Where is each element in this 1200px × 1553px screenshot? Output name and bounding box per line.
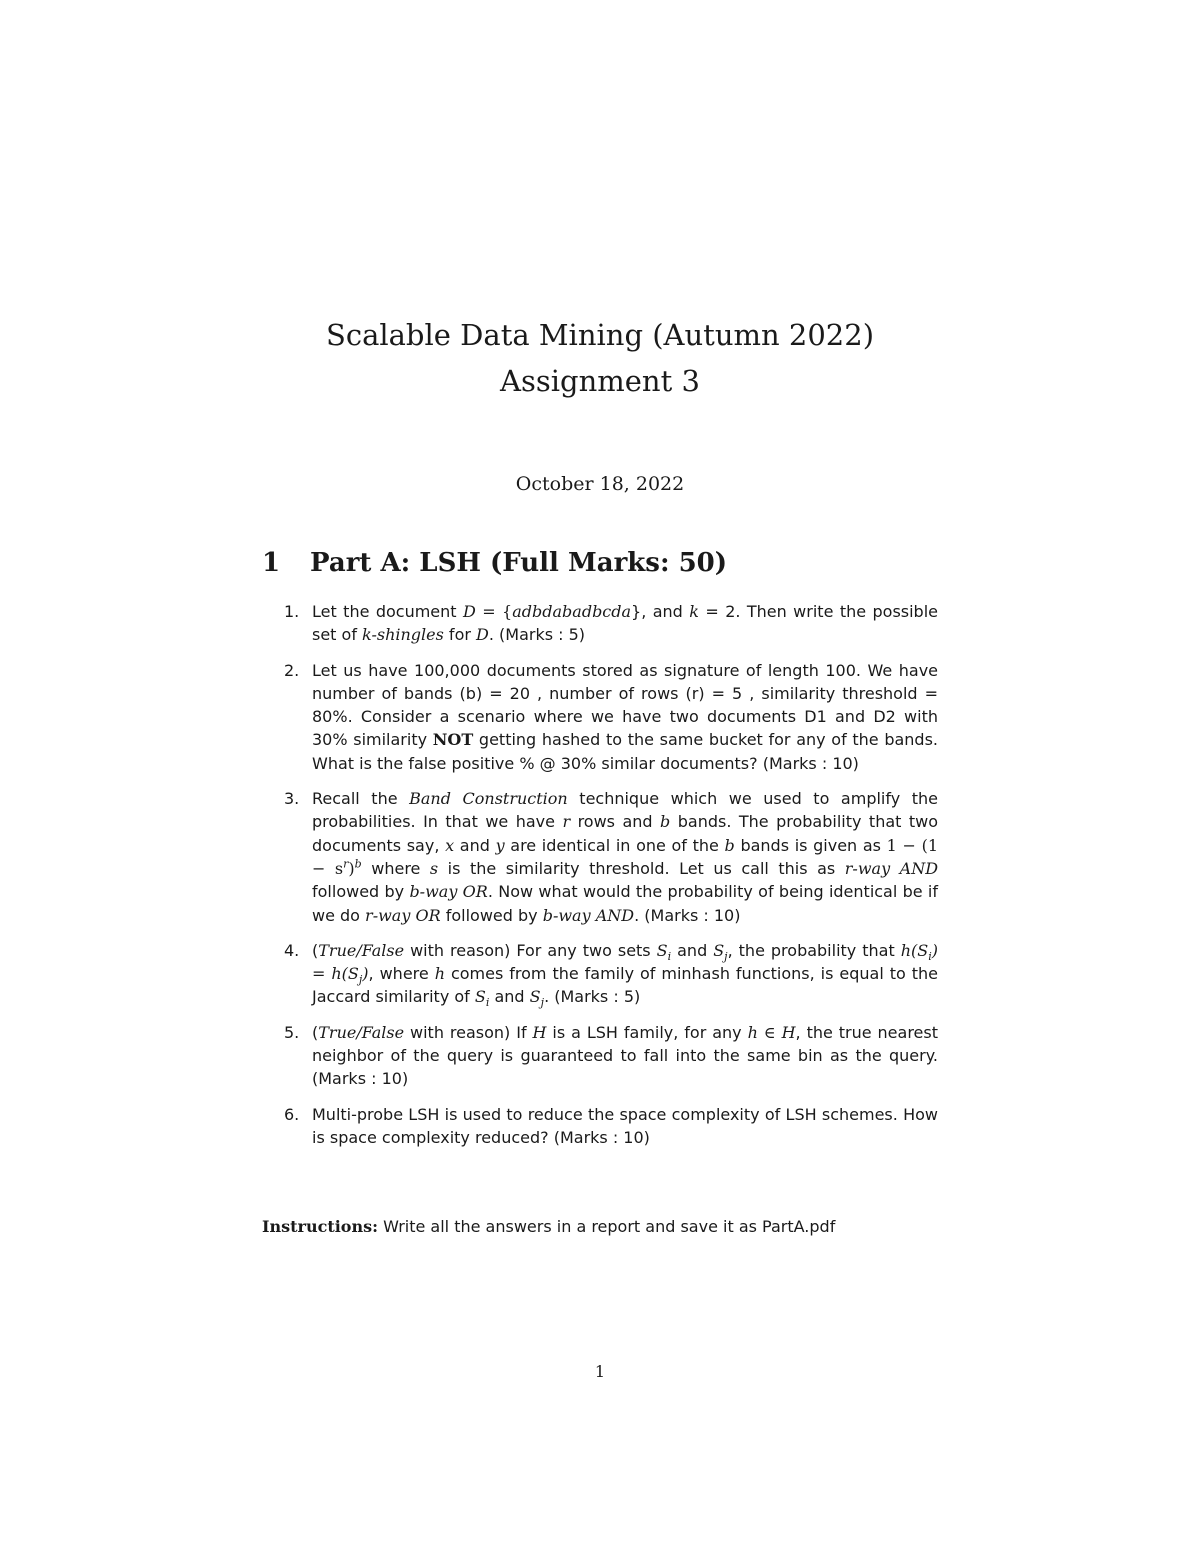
page-number: 1 — [594, 1362, 606, 1381]
document-title-block — [0, 312, 1200, 404]
question-text: bands. The probability that two documents say, — [312, 812, 939, 855]
document-date: October 18, 2022 — [515, 473, 685, 495]
question-text: }, and — [631, 602, 690, 621]
math-formula: h ∈ H — [747, 1022, 796, 1042]
section-number: 1 — [262, 548, 281, 578]
question-4 — [262, 939, 938, 1009]
question-text: comes from the family of minhash functions, is equal to the Jaccard similarity of — [312, 964, 938, 1007]
question-text: and — [489, 987, 530, 1007]
math-subscript: i — [667, 950, 672, 964]
section-heading — [262, 548, 727, 578]
question-3 — [262, 787, 938, 927]
document-subtitle: Assignment 3 — [500, 364, 700, 398]
italic-text: b-way OR — [409, 882, 488, 902]
math-var: S — [529, 987, 541, 1007]
question-text: . (Marks : 10) — [634, 905, 741, 925]
question-text: is a LSH family, for any — [546, 1022, 748, 1042]
math-var: s — [429, 858, 439, 878]
italic-text: True/False — [318, 1022, 405, 1042]
math-subscript: j — [724, 950, 728, 964]
math-superscript: b — [354, 857, 362, 871]
math-var: x — [445, 835, 455, 855]
math-var: k-shingles — [362, 625, 444, 645]
question-number: 5. — [284, 1022, 300, 1042]
math-var: D — [476, 625, 489, 645]
math-subscript: j — [358, 973, 363, 987]
instructions-text: Write all the answers in a report and save it as PartA.pdf — [378, 1217, 836, 1236]
question-text: Let the document — [312, 602, 463, 621]
math-op: = { — [475, 602, 513, 621]
math-subscript: i — [928, 950, 932, 964]
question-text: for — [443, 625, 477, 645]
question-number: 6. — [284, 1104, 300, 1124]
math-var: y — [495, 835, 505, 855]
math-subscript: i — [485, 996, 490, 1010]
math-formula: 1 − (1 − s — [312, 835, 939, 878]
question-text: ( — [312, 1022, 319, 1042]
question-text: rows and — [570, 812, 661, 832]
question-text: . (Marks : 5) — [544, 987, 641, 1007]
math-subscript: j — [540, 996, 545, 1010]
question-text: is the similarity threshold. Let us call this as — [438, 858, 845, 878]
question-2 — [262, 659, 938, 775]
question-text: with reason) For any two sets — [404, 940, 657, 960]
question-5 — [262, 1021, 938, 1091]
question-text: where — [361, 858, 430, 878]
question-text: , the probability that — [727, 940, 901, 960]
question-text: ( — [312, 940, 319, 960]
question-text: are identical in one of the — [504, 835, 725, 855]
math-formula: ) — [348, 858, 355, 878]
question-text: Recall the — [312, 789, 410, 809]
math-var: adbdabadbcda — [512, 602, 632, 621]
question-text: Multi-probe LSH is used to reduce the space complexity of LSH schemes. How is space complexity reduced? (Marks : 10) — [312, 1104, 938, 1147]
question-text: and — [671, 940, 714, 960]
question-text: . (Marks : 5) — [488, 625, 586, 645]
instructions-label: Instructions: — [262, 1217, 379, 1236]
question-text: followed by — [440, 905, 543, 925]
question-6 — [262, 1103, 938, 1150]
question-list — [262, 600, 938, 1161]
question-text: . Now what would the probability of being identical be if we do — [312, 882, 939, 925]
question-text: with reason) If — [404, 1022, 533, 1042]
question-text: and — [454, 835, 496, 855]
question-text: Let us have 100,000 documents stored as signature of length 100. We have number of bands (b) = 20 , number of rows (r) = 5 , similarity threshold = 80%. Consider a scenario where we have two documents D1 and D2 with 30% similarity — [312, 660, 938, 750]
question-number: 1. — [284, 602, 300, 621]
italic-text: r-way OR — [365, 905, 441, 925]
italic-text: True/False — [318, 940, 405, 960]
math-var: S — [713, 940, 725, 960]
italic-text: Band Construction — [409, 789, 568, 809]
math-var: k — [689, 602, 699, 621]
question-number: 4. — [284, 940, 300, 960]
question-text: getting hashed to the same bucket for any of the bands. What is the false positive % @ 30% similar documents? (Marks : 10) — [312, 730, 939, 773]
italic-text: r-way AND — [844, 858, 939, 878]
math-var: H — [532, 1022, 547, 1042]
math-var: S — [474, 987, 486, 1007]
section-title: Part A: LSH (Full Marks: 50) — [310, 548, 728, 578]
math-superscript: r — [343, 857, 349, 871]
question-number: 2. — [284, 660, 300, 680]
question-number: 3. — [284, 789, 300, 809]
bold-text: NOT — [432, 730, 474, 750]
document-title: Scalable Data Mining (Autumn 2022) — [325, 318, 875, 352]
math-var: h — [434, 964, 445, 984]
math-var: S — [656, 940, 668, 960]
question-text: technique which we used to amplify the probabilities. In that we have — [312, 789, 938, 832]
math-var: b — [660, 812, 671, 832]
math-formula: h(S — [900, 940, 929, 960]
italic-text: b-way AND — [542, 905, 635, 925]
question-text: bands is given as — [734, 835, 887, 855]
question-text: followed by — [312, 882, 410, 902]
math-var: b — [724, 835, 735, 855]
math-var: r — [562, 812, 571, 832]
math-var: D — [462, 602, 476, 621]
instructions — [262, 1215, 942, 1238]
math-formula: ) — [362, 964, 369, 984]
question-text: = 2. Then write the possible set of — [312, 602, 938, 645]
math-formula: ) = h(S — [312, 940, 939, 984]
question-text: , the true nearest neighbor of the query is guaranteed to fall into the same bin as the query. (Marks : 10) — [312, 1022, 938, 1089]
question-1 — [262, 600, 938, 647]
question-text: , where — [368, 964, 435, 984]
